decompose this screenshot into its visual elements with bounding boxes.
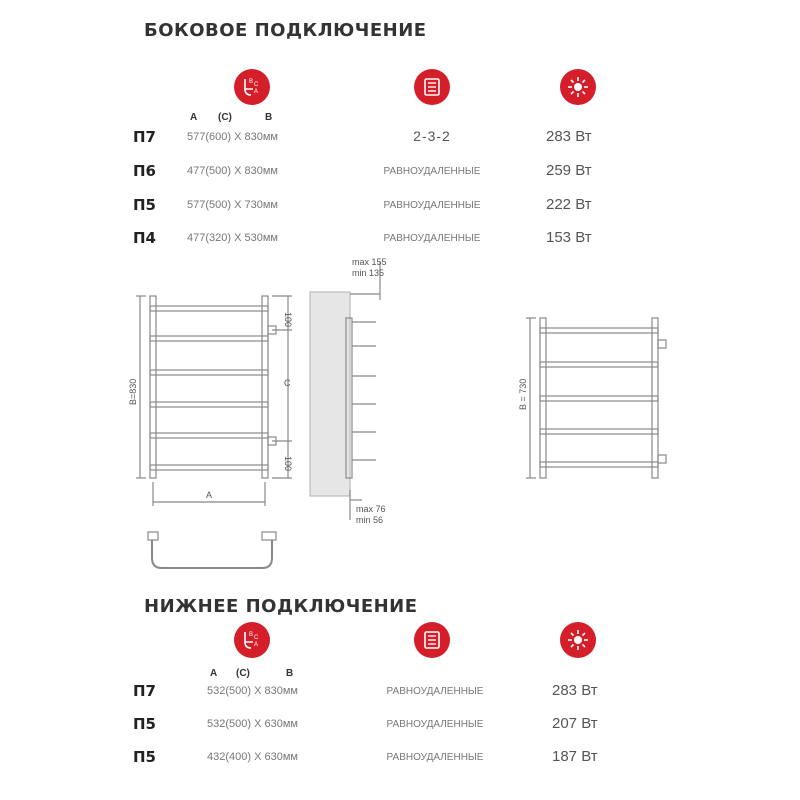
rung [540, 462, 658, 467]
scheme-label-a: A [254, 642, 259, 648]
radiator-icon [414, 69, 450, 105]
row-dims: 532(500) Х 830мм [207, 685, 298, 697]
row-distance: РАВНОУДАЛЕННЫЕ [383, 166, 481, 177]
right-rail-right-post [652, 318, 658, 478]
row-code: П7 [133, 128, 156, 146]
power-sun-icon [560, 622, 596, 658]
section-title-bottom: НИЖНЕЕ ПОДКЛЮЧЕНИЕ [144, 596, 418, 617]
row-power: 259 Вт [546, 162, 592, 179]
row-dims: 577(500) Х 730мм [187, 199, 278, 211]
technical-drawing [0, 250, 800, 580]
row-code: П5 [133, 196, 156, 214]
section-title-side: БОКОВОЕ ПОДКЛЮЧЕНИЕ [144, 20, 427, 41]
rung [540, 429, 658, 434]
row-code: П5 [133, 748, 156, 766]
rung [150, 306, 268, 311]
scheme-label-c: C [254, 82, 259, 88]
row-distance: РАВНОУДАЛЕННЫЕ [386, 752, 484, 763]
col-label-a: A [190, 112, 198, 123]
radiator-glyph [422, 77, 442, 97]
wall-block [310, 292, 350, 496]
dim-height-right: B = 730 [518, 378, 528, 410]
left-rail-right-post [262, 296, 268, 478]
row-code: П4 [133, 229, 156, 247]
radiator-glyph [422, 630, 442, 650]
row-distance: РАВНОУДАЛЕННЫЕ [383, 200, 481, 211]
outlet-nipple [658, 455, 666, 463]
row-power: 207 Вт [552, 715, 598, 732]
col-label-b: B [265, 112, 273, 123]
row-power: 187 Вт [552, 748, 598, 765]
connection-scheme-icon [234, 69, 270, 105]
row-power: 283 Вт [552, 682, 598, 699]
connection-scheme-icon [234, 622, 270, 658]
row-dims: 577(600) Х 830мм [187, 131, 278, 143]
rung [150, 465, 268, 470]
sun-glyph [567, 629, 589, 651]
right-rail-left-post [540, 318, 546, 478]
inlet-nipple [658, 340, 666, 348]
wall-min-top: min 135 [352, 268, 385, 278]
rung [150, 370, 268, 375]
row-dims: 532(500) Х 630мм [207, 718, 298, 730]
row-code: П7 [133, 682, 156, 700]
dim-c-label: C [284, 378, 291, 388]
row-distance: РАВНОУДАЛЕННЫЕ [386, 719, 484, 730]
rung [540, 362, 658, 367]
radiator-icon [414, 622, 450, 658]
rung [150, 336, 268, 341]
scheme-label-a: A [254, 89, 259, 95]
top-view-nipple-left [148, 532, 158, 540]
row-code: П5 [133, 715, 156, 733]
connection-scheme-glyph [240, 628, 264, 652]
wall-max-bottom: max 76 [356, 504, 386, 514]
row-power: 283 Вт [546, 128, 592, 145]
dim-top-offset: 100 [283, 312, 293, 328]
wall-min-bottom: min 56 [356, 515, 384, 525]
dim-height-left: B=830 [128, 378, 138, 405]
sun-glyph [567, 76, 589, 98]
left-rail-left-post [150, 296, 156, 478]
row-dims: 432(400) Х 630мм [207, 751, 298, 763]
scheme-label-b: B [249, 79, 254, 85]
row-code: П6 [133, 162, 156, 180]
rung [540, 328, 658, 333]
row-power: 222 Вт [546, 196, 592, 213]
top-view-rail [152, 540, 272, 568]
dim-bottom-offset: 100 [283, 456, 293, 472]
power-sun-icon [560, 69, 596, 105]
scheme-label-b: B [249, 632, 254, 638]
row-distance: 2-3-2 [413, 128, 451, 144]
col-label-a: A [210, 668, 218, 679]
row-distance: РАВНОУДАЛЕННЫЕ [383, 233, 481, 244]
connection-scheme-glyph [240, 75, 264, 99]
rung [540, 396, 658, 401]
wall-max-top: max 155 [352, 257, 387, 267]
col-label-c: (C) [218, 112, 232, 123]
rung [150, 433, 268, 438]
row-distance: РАВНОУДАЛЕННЫЕ [386, 686, 484, 697]
rung [150, 402, 268, 407]
top-view-nipple-right [262, 532, 276, 540]
row-dims: 477(500) Х 830мм [187, 165, 278, 177]
row-dims: 477(320) Х 530мм [187, 232, 278, 244]
row-power: 153 Вт [546, 229, 592, 246]
scheme-label-c: C [254, 635, 259, 641]
col-label-b: B [286, 668, 294, 679]
dim-a-label: A [206, 490, 213, 500]
col-label-c: (C) [236, 668, 250, 679]
